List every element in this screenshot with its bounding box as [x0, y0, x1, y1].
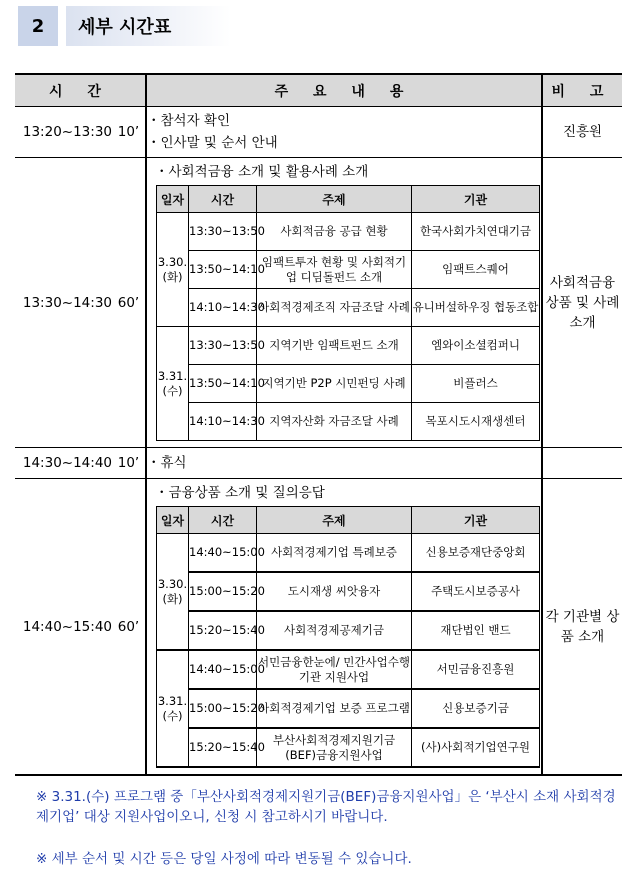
inner-header-date: 일자	[157, 507, 189, 534]
row-note: 사회적금융 상품 및 사례 소개	[542, 158, 622, 448]
org-cell: 유니버설하우징 협동조합	[412, 289, 540, 327]
session2-table	[156, 506, 540, 768]
org-cell: 한국사회가치연대기금	[412, 213, 540, 251]
org-cell: 신용보증재단중앙회	[412, 534, 540, 573]
time-cell: 14:10~14:30	[189, 289, 257, 327]
session1-table	[156, 185, 540, 441]
table-row	[157, 403, 540, 441]
inner-header-time: 시간	[189, 186, 257, 213]
section-number: 2	[18, 6, 58, 46]
org-cell: (사)사회적기업연구원	[412, 728, 540, 767]
section-title: 세부 시간표	[66, 6, 231, 46]
inner-header-time: 시간	[189, 507, 257, 534]
row-content	[146, 479, 542, 776]
table-row	[157, 689, 540, 728]
topic-cell: 지역기반 임팩트펀드 소개	[257, 327, 412, 365]
time-cell: 14:40~15:00	[189, 534, 257, 573]
table-row	[157, 650, 540, 689]
topic-cell: 서민금융한눈에/ 민간사업수행기관 지원사업	[257, 650, 412, 689]
table-row	[157, 213, 540, 251]
inner-header-org: 기관	[412, 507, 540, 534]
bullet-item: ・참석자 확인	[147, 113, 230, 129]
inner-header-date: 일자	[157, 186, 189, 213]
row-content	[146, 448, 542, 479]
time-cell: 15:20~15:40	[189, 611, 257, 650]
date-value: 3.30.(화)	[157, 576, 188, 606]
topic-cell: 지역기반 P2P 시민펀딩 사례	[257, 365, 412, 403]
org-cell: 재단법인 밴드	[412, 611, 540, 650]
time-cell: 15:00~15:20	[189, 689, 257, 728]
table-row	[157, 251, 540, 289]
inner-header-org: 기관	[412, 186, 540, 213]
inner-header-topic: 주제	[257, 186, 412, 213]
topic-cell: 사회적경제공제기금	[257, 611, 412, 650]
header-content: 주 요 내 용	[146, 74, 542, 107]
time-cell: 15:20~15:40	[189, 728, 257, 767]
schedule-row	[15, 107, 622, 158]
topic-cell: 사회적금융 공급 현황	[257, 213, 412, 251]
time-cell: 13:30~13:50	[189, 213, 257, 251]
schedule-row	[15, 158, 622, 448]
org-cell: 목포시도시재생센터	[412, 403, 540, 441]
footnote-schedule-change: ※ 세부 순서 및 시간 등은 당일 사정에 따라 변동될 수 있습니다.	[36, 851, 412, 867]
row-time: 13:30~14:30	[15, 158, 112, 448]
header-time: 시 간	[15, 74, 146, 107]
table-row	[157, 365, 540, 403]
org-cell: 엠와이소셜컴퍼니	[412, 327, 540, 365]
table-row	[157, 728, 540, 767]
time-cell: 13:30~13:50	[189, 327, 257, 365]
topic-cell: 사회적경제조직 자금조달 사례	[257, 289, 412, 327]
time-cell: 14:40~15:00	[189, 650, 257, 689]
date-cell	[157, 534, 189, 651]
bullet-item: ・금융상품 소개 및 질의응답	[155, 485, 325, 501]
row-note-empty	[542, 448, 622, 479]
schedule-row	[15, 479, 622, 776]
topic-cell: 도시재생 씨앗융자	[257, 572, 412, 611]
inner-header-topic: 주제	[257, 507, 412, 534]
header-note: 비 고	[542, 74, 622, 107]
topic-cell: 부산사회적경제지원기금 (BEF)금융지원사업	[257, 728, 412, 767]
topic-cell: 임팩트투자 현황 및 사회적기업 디딤돌펀드 소개	[257, 251, 412, 289]
time-cell: 15:00~15:20	[189, 572, 257, 611]
table-row	[157, 327, 540, 365]
table-row	[157, 611, 540, 650]
row-time: 13:20~13:30	[22, 124, 112, 140]
row-time: 14:30~14:40	[15, 448, 112, 479]
date-cell	[157, 650, 189, 767]
row-duration: 60’	[112, 479, 146, 776]
org-cell: 신용보증기금	[412, 689, 540, 728]
row-content	[146, 158, 542, 448]
bullet-item: ・사회적금융 소개 및 활용사례 소개	[155, 164, 369, 180]
footnote-bef: ※ 3.31.(수) 프로그램 중「부산사회적경제지원기금(BEF)금융지원사업」은 ‘부산시 소재 사회적경제기업’ 대상 지원사업이오니, 신청 시 참고하시기 바랍니다.	[36, 789, 616, 825]
table-row	[157, 572, 540, 611]
schedule-row	[15, 448, 622, 479]
date-value: 3.30.(화)	[157, 254, 188, 284]
row-content	[146, 107, 542, 158]
time-cell: 13:50~14:10	[189, 251, 257, 289]
table-row	[157, 534, 540, 573]
row-duration: 10’	[112, 107, 146, 158]
time-cell: 13:50~14:10	[189, 365, 257, 403]
date-value: 3.31.(수)	[157, 693, 188, 723]
bullet-item: ・휴식	[147, 455, 187, 471]
topic-cell: 지역자산화 자금조달 사례	[257, 403, 412, 441]
org-cell: 서민금융진흥원	[412, 650, 540, 689]
date-value: 3.31.(수)	[157, 368, 188, 398]
date-cell	[157, 213, 189, 327]
schedule-table	[15, 73, 622, 776]
row-duration: 10’	[112, 448, 146, 479]
org-cell: 임팩트스퀘어	[412, 251, 540, 289]
time-cell: 14:10~14:30	[189, 403, 257, 441]
topic-cell: 사회적경제기업 보증 프로그램	[257, 689, 412, 728]
row-time: 14:40~15:40	[15, 479, 112, 776]
row-duration: 60’	[112, 158, 146, 448]
org-cell: 비플러스	[412, 365, 540, 403]
row-note: 각 기관별 상품 소개	[542, 479, 622, 776]
section-heading	[18, 6, 231, 46]
table-row	[157, 289, 540, 327]
row-note: 진흥원	[562, 124, 603, 140]
bullet-item: ・인사말 및 순서 안내	[147, 135, 278, 151]
date-cell	[157, 327, 189, 441]
org-cell: 주택도시보증공사	[412, 572, 540, 611]
topic-cell: 사회적경제기업 특례보증	[257, 534, 412, 573]
